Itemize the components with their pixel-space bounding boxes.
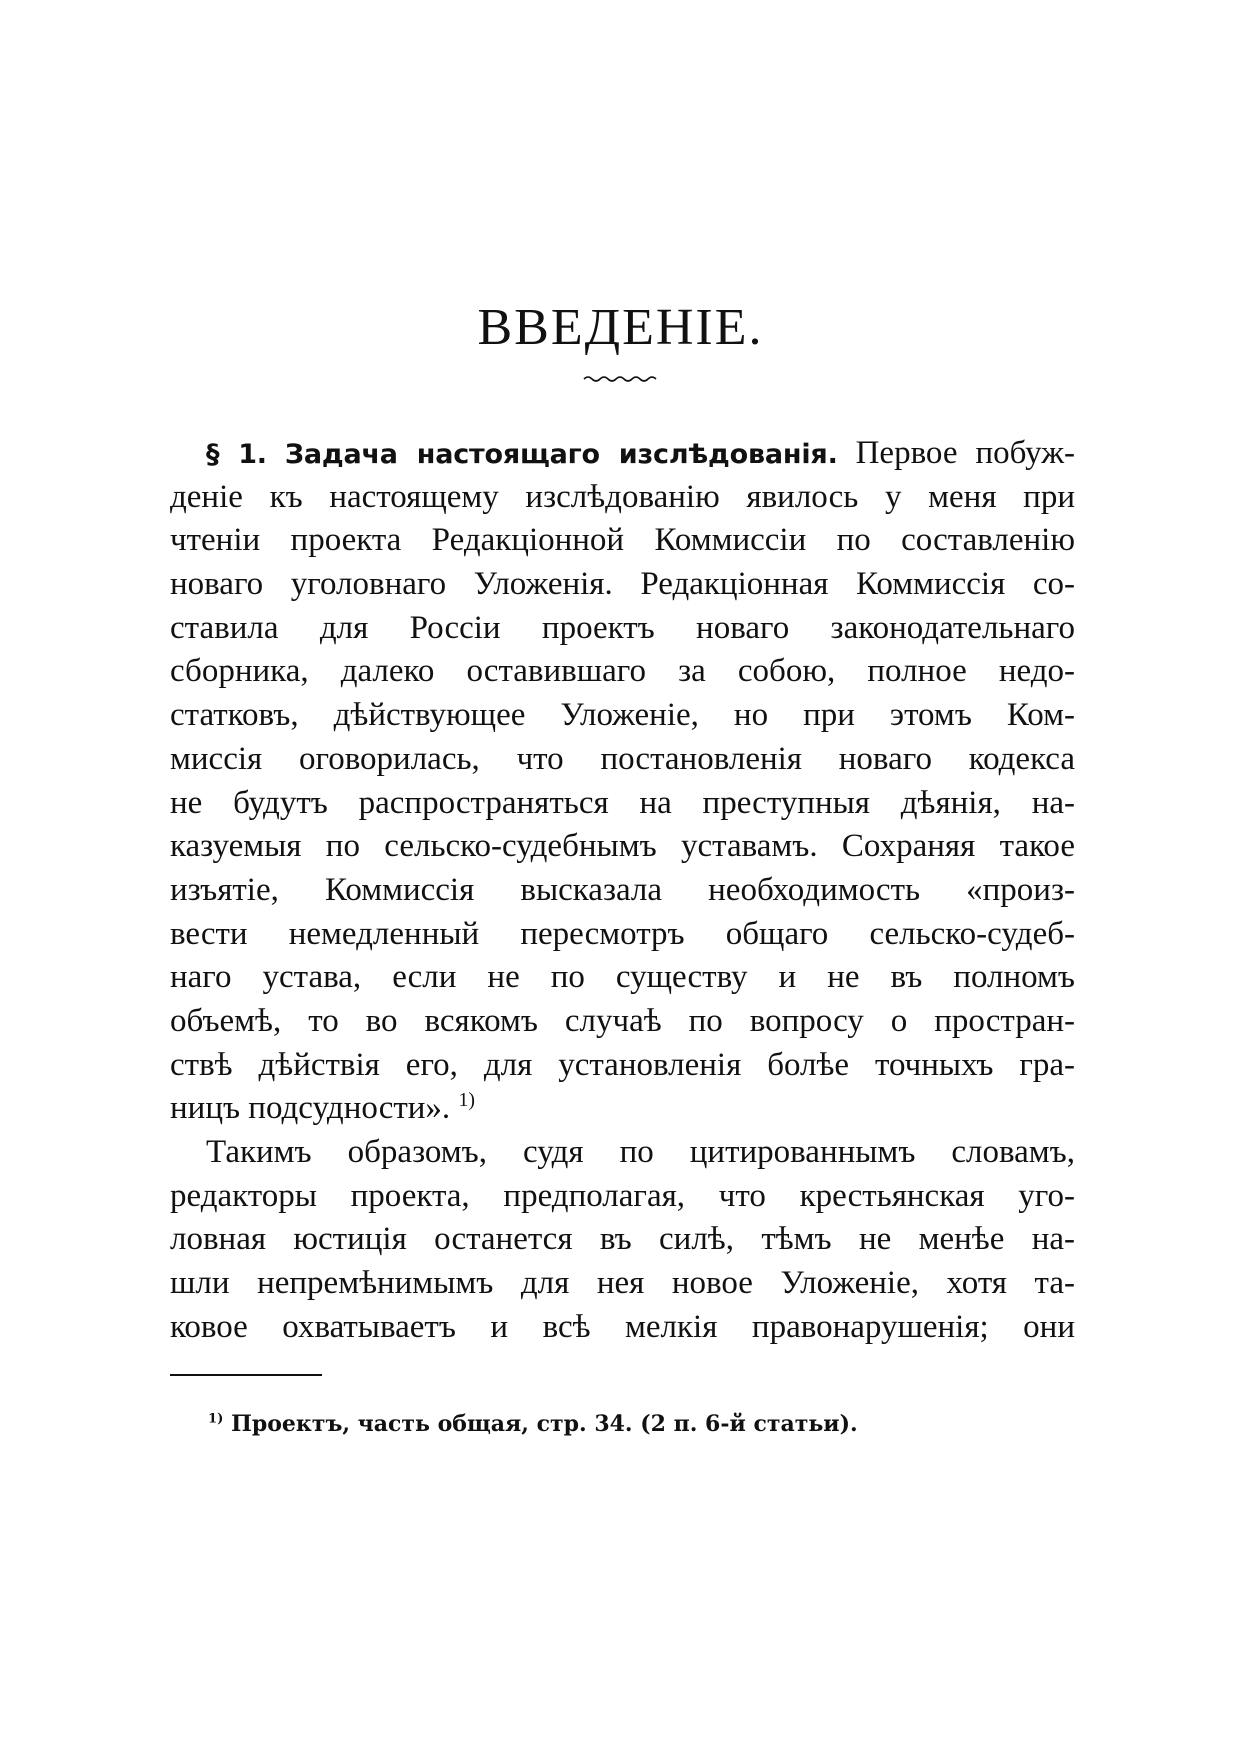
title-ornament-divider <box>582 372 660 384</box>
section-title: Задача настоящаго изслѣдованія. <box>284 439 838 470</box>
paragraph-2-line: ковое охватываетъ и всѣ мелкія правонарушенія; они <box>170 1308 1075 1345</box>
footnote-separator <box>170 1374 322 1376</box>
paragraph-1-line: деніе къ настоящему изслѣдованію явилось у меня при <box>170 478 1075 515</box>
main-text <box>170 432 1075 1349</box>
paragraph-2-line: ловная юстиція останется въ силѣ, тѣмъ не менѣе на- <box>170 1221 1075 1258</box>
page-title: ВВЕДЕНІЕ. <box>477 299 764 356</box>
paragraph-1-line: ствѣ дѣйствія его, для установленія болѣе точныхъ гра- <box>170 1046 1075 1083</box>
paragraph-1-text: ницъ подсудности». <box>170 1090 451 1127</box>
paragraph-1-line: сборника, далеко оставившаго за собою, полное недо- <box>170 653 1075 690</box>
paragraph-1-last-line <box>170 1087 1075 1131</box>
paragraph-1-line: новаго уголовнаго Уложенія. Редакціонная Коммиссія со- <box>170 566 1075 603</box>
footnote-number: 1) <box>208 1411 224 1427</box>
paragraph-1-line: статковъ, дѣйствующее Уложеніе, но при этомъ Ком- <box>170 697 1075 734</box>
section-number: § 1. <box>206 439 267 470</box>
paragraph-2-line: редакторы проекта, предполагая, что крестьянская уго- <box>170 1177 1075 1214</box>
paragraph-1-line <box>170 432 1075 476</box>
paragraph-1-line: изъятіе, Коммиссія высказала необходимость «произ- <box>170 871 1075 908</box>
paragraph-1-line: казуемыя по сельско-судебнымъ уставамъ. Сохраняя такое <box>170 828 1075 865</box>
paragraph-2-line: Такимъ образомъ, судя по цитированнымъ словамъ, <box>206 1134 1075 1170</box>
paragraph-1-line: миссія оговорилась, что постановленія новаго кодекса <box>170 740 1075 777</box>
paragraph-1-line: чтеніи проекта Редакціонной Коммиссіи по составленію <box>170 522 1075 559</box>
paragraph-1-line: ставила для Россіи проектъ новаго законодательнаго <box>170 609 1075 646</box>
paragraph-1-line: вести немедленный пересмотръ общаго сельско-судеб- <box>170 915 1075 952</box>
paragraph-1-text: Первое побуж- <box>855 435 1075 471</box>
footnote-text: Проектъ, часть общая, стр. 34. (2 п. 6-й статьи). <box>231 1411 858 1437</box>
footnote <box>208 1410 858 1438</box>
paragraph-1-line: не будутъ распространяться на преступныя дѣянія, на- <box>170 784 1075 821</box>
paragraph-1-line: объемѣ, то во всякомъ случаѣ по вопросу о простран- <box>170 1002 1075 1039</box>
footnote-reference: 1) <box>458 1089 475 1112</box>
paragraph-2-line: шли непремѣнимымъ для нея новое Уложеніе, хотя та- <box>170 1265 1075 1302</box>
paragraph-1-line: наго устава, если не по существу и не въ полномъ <box>170 959 1075 996</box>
